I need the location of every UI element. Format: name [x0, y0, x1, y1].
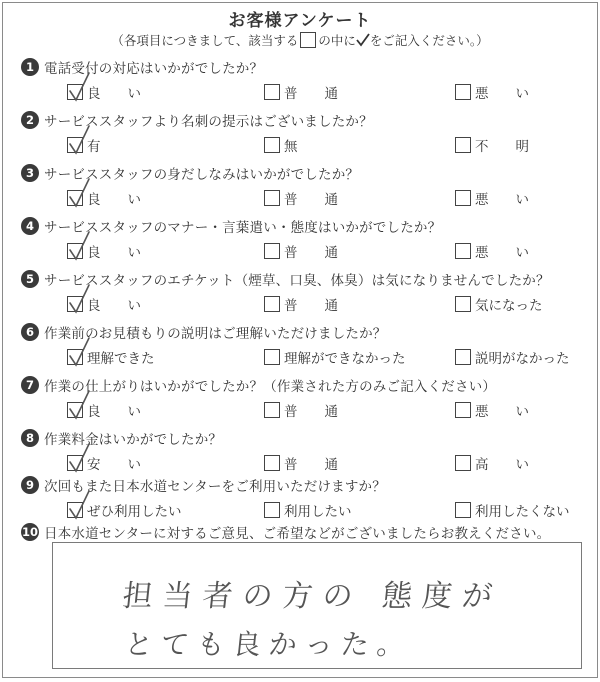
question-text-6: 作業前のお見積もりの説明はご理解いただけましたか？: [44, 326, 387, 342]
option-label: 気になった: [475, 298, 543, 314]
survey-sheet: [2, 2, 598, 678]
option-q7-2[interactable]: [264, 399, 338, 421]
option-label: 無: [284, 139, 298, 155]
option-checkbox[interactable]: [455, 84, 471, 100]
handwritten-comment-line-1: 担当者の方の 態度が: [120, 579, 505, 614]
option-q4-3[interactable]: [455, 240, 529, 262]
option-checkbox[interactable]: [455, 502, 471, 518]
option-label: 普 通: [284, 86, 338, 102]
option-label: 普 通: [284, 192, 338, 208]
option-q6-1[interactable]: [67, 346, 155, 368]
option-q8-3[interactable]: [455, 452, 529, 474]
checkbox-sample-icon: [300, 32, 316, 48]
checkmark-icon: [66, 389, 92, 421]
checkmark-icon: [66, 442, 92, 474]
option-checkbox[interactable]: [264, 402, 280, 418]
option-q5-1[interactable]: [67, 293, 141, 315]
option-label: 良 い: [87, 298, 141, 314]
checkmark-sample-icon: [356, 33, 370, 47]
question-number-2: 2: [21, 111, 39, 129]
option-checkbox-checked[interactable]: [67, 137, 83, 153]
handwritten-comment-line-2: とても良かった。: [123, 628, 415, 661]
question-3: [21, 162, 587, 216]
question-number-10: 10: [21, 525, 38, 539]
option-checkbox-checked[interactable]: [67, 455, 83, 471]
option-q7-1[interactable]: [67, 399, 141, 421]
instructions-text-after: をご記入ください。）: [369, 33, 489, 48]
question-5: [21, 268, 587, 322]
option-label: 普 通: [284, 298, 338, 314]
option-checkbox[interactable]: [455, 349, 471, 365]
option-q5-2[interactable]: [264, 293, 338, 315]
option-label: 有: [87, 139, 101, 155]
question-number-9: 9: [21, 476, 39, 494]
option-label: 良 い: [87, 192, 141, 208]
option-q8-2[interactable]: [264, 452, 338, 474]
question-text-9: 次回もまた日本水道センターをご利用いただけますか？: [44, 479, 386, 495]
option-checkbox-checked[interactable]: [67, 349, 83, 365]
option-label: 良 い: [87, 404, 141, 420]
option-q2-3[interactable]: [455, 134, 529, 156]
option-checkbox[interactable]: [264, 502, 280, 518]
option-checkbox[interactable]: [264, 190, 280, 206]
option-q7-3[interactable]: [455, 399, 529, 421]
checkmark-icon: [66, 71, 92, 103]
question-1: [21, 56, 587, 110]
option-label: 普 通: [284, 245, 338, 261]
option-label: 悪 い: [475, 86, 529, 102]
option-checkbox[interactable]: [264, 349, 280, 365]
option-q4-1[interactable]: [67, 240, 141, 262]
option-q3-3[interactable]: [455, 187, 529, 209]
option-label: 良 い: [87, 86, 141, 102]
question-number-8: 8: [21, 429, 39, 447]
question-text-1: 電話受付の対応はいかがでしたか？: [44, 61, 264, 77]
option-q4-2[interactable]: [264, 240, 338, 262]
option-label: 普 通: [284, 404, 338, 420]
option-checkbox-checked[interactable]: [67, 190, 83, 206]
option-q1-1[interactable]: [67, 81, 141, 103]
option-checkbox-checked[interactable]: [67, 296, 83, 312]
option-q6-3[interactable]: [455, 346, 570, 368]
option-q3-2[interactable]: [264, 187, 338, 209]
option-checkbox[interactable]: [455, 243, 471, 259]
option-label: 高 い: [475, 457, 529, 473]
option-label: 悪 い: [475, 245, 529, 261]
question-text-4: サービススタッフのマナー・言葉遣い・態度はいかがでしたか？: [44, 220, 442, 236]
question-text-3: サービススタッフの身だしなみはいかがでしたか？: [44, 167, 360, 183]
question-number-1: 1: [21, 58, 39, 76]
option-label: 理解ができなかった: [284, 351, 406, 367]
question-text-7: 作業の仕上がりはいかがでしたか？（作業された方のみご記入ください）: [44, 379, 497, 395]
option-q2-2[interactable]: [264, 134, 298, 156]
option-checkbox[interactable]: [264, 296, 280, 312]
option-q8-1[interactable]: [67, 452, 141, 474]
question-number-7: 7: [21, 376, 39, 394]
option-checkbox[interactable]: [264, 84, 280, 100]
option-q6-2[interactable]: [264, 346, 406, 368]
option-checkbox[interactable]: [264, 137, 280, 153]
option-label: 普 通: [284, 457, 338, 473]
option-q1-2[interactable]: [264, 81, 338, 103]
checkmark-icon: [66, 230, 92, 262]
option-q2-1[interactable]: [67, 134, 101, 156]
question-text-8: 作業料金はいかがでしたか？: [44, 432, 223, 448]
question-8: [21, 427, 587, 481]
instructions-text-before: （各項目につきまして、該当する: [111, 33, 299, 48]
option-q9-2[interactable]: [264, 499, 352, 521]
option-label: 悪 い: [475, 404, 529, 420]
survey-instructions: [3, 31, 597, 49]
question-text-10: 日本水道センターに対するご意見、ご希望などがございましたらお教えください。: [44, 526, 551, 542]
checkmark-icon: [66, 283, 92, 315]
option-checkbox-checked[interactable]: [67, 502, 83, 518]
option-q9-1[interactable]: [67, 499, 182, 521]
comment-field[interactable]: [52, 542, 582, 669]
option-q3-1[interactable]: [67, 187, 141, 209]
option-checkbox[interactable]: [455, 296, 471, 312]
question-text-5: サービススタッフのエチケット（煙草、口臭、体臭）は気になりませんでしたか？: [44, 273, 550, 289]
option-label: 説明がなかった: [475, 351, 570, 367]
question-number-3: 3: [21, 164, 39, 182]
checkmark-icon: [66, 336, 92, 368]
option-checkbox[interactable]: [455, 137, 471, 153]
option-label: 悪 い: [475, 192, 529, 208]
option-label: 良 い: [87, 245, 141, 261]
option-checkbox[interactable]: [264, 455, 280, 471]
option-checkbox-checked[interactable]: [67, 402, 83, 418]
option-label: 理解できた: [87, 351, 155, 367]
option-checkbox-checked[interactable]: [67, 84, 83, 100]
survey-title: お客様アンケート: [228, 11, 372, 31]
checkmark-icon: [66, 489, 92, 521]
option-checkbox[interactable]: [455, 402, 471, 418]
option-q9-3[interactable]: [455, 499, 570, 521]
question-9: [21, 474, 587, 528]
option-checkbox[interactable]: [264, 243, 280, 259]
option-checkbox[interactable]: [455, 455, 471, 471]
checkmark-icon: [66, 177, 92, 209]
option-q5-3[interactable]: [455, 293, 543, 315]
question-number-4: 4: [21, 217, 39, 235]
question-6: [21, 321, 587, 375]
option-q1-3[interactable]: [455, 81, 529, 103]
question-2: [21, 109, 587, 163]
option-label: 不 明: [475, 139, 529, 155]
option-checkbox-checked[interactable]: [67, 243, 83, 259]
question-number-6: 6: [21, 323, 39, 341]
instructions-text-middle: の中に: [318, 33, 356, 48]
question-number-5: 5: [21, 270, 39, 288]
option-checkbox[interactable]: [455, 190, 471, 206]
option-label: ぜひ利用したい: [87, 504, 182, 520]
question-4: [21, 215, 587, 269]
question-7: [21, 374, 587, 428]
option-label: 利用したくない: [475, 504, 570, 520]
checkmark-icon: [66, 124, 92, 156]
option-label: 利用したい: [284, 504, 352, 520]
question-text-2: サービススタッフより名刺の提示はございましたか？: [44, 114, 373, 130]
option-label: 安 い: [87, 457, 141, 473]
